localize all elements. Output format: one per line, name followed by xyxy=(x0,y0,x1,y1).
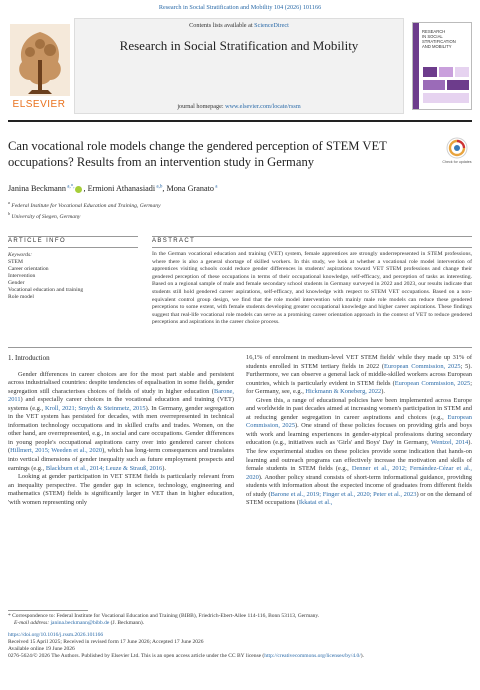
author-affiliation-marker[interactable]: a,b xyxy=(155,184,163,190)
abstract-end-rule xyxy=(8,347,472,348)
affiliation-item: $^a$ Federal Institute for Vocational Education and Training, Germany xyxy=(8,200,161,209)
keyword-item: Gender xyxy=(8,280,25,286)
paragraph-text: ). xyxy=(162,464,166,472)
journal-reference[interactable]: Research in Social Stratification and Mobility 104 (2026) 101166 xyxy=(158,4,322,11)
footnote-rule xyxy=(8,610,88,611)
paragraph-text: ), which has long-term consequences and translates into vertical dimensions of gender inequality such as future employment prospects and earnings (e.g., xyxy=(8,447,234,472)
citation-link[interactable]: Kroll, 2021; Smyth & Steinmetz, 2015 xyxy=(44,404,146,412)
intro-paragraph xyxy=(8,371,234,474)
paragraph-text: Given this, a range of educational policies have been implemented across Europe and worldwide in past decades aimed at increasing women's participation in STEM and at reducing gender segregation in career aspirations and choices (e.g., xyxy=(246,396,472,421)
cover-title: RESEARCH IN SOCIAL STRATIFICATION AND MOBILITY xyxy=(422,29,456,49)
intro-paragraph xyxy=(8,473,234,507)
paragraph-text: ) and especially career choices in the vocational education and training (VET) systems (e.g., xyxy=(8,396,234,412)
publisher-name: ELSEVIER xyxy=(12,99,66,110)
paragraph-text: Gender differences in career choices are for the most part stable and persistent across industrialised countries: despite tendencies of equalisation in some fields, gender segregation still characterises choices of fields of study in higher education ( xyxy=(8,370,234,395)
author-name: Mona Granato xyxy=(166,184,214,193)
paragraph-text: ) or on the demand of STEM occupations ( xyxy=(246,490,472,507)
check-for-updates-label[interactable]: Check for updates xyxy=(442,160,472,164)
paragraph-text: ; 5). Furthermore, we can observe a general lack of middle-skilled workers across European countries, which is particularly evident in STEM fields ( xyxy=(246,362,472,387)
citation-link[interactable]: Denner et al., 2012; Fernández-Cézar et al., 2020 xyxy=(246,465,472,481)
intro-paragraph xyxy=(246,397,472,508)
sciencedirect-link[interactable]: ScienceDirect xyxy=(254,22,289,29)
abstract-rule-bottom xyxy=(152,247,472,248)
abstract-rule-top xyxy=(152,236,472,237)
intro-right-column xyxy=(246,354,472,508)
paragraph-text: 16,1% of enrolment in medium-level VET STEM fields' while they made up 31% of students enrolled in STEM tertiary fields in 2022 ( xyxy=(246,354,472,370)
doi-link[interactable]: https://doi.org/10.1016/j.rssm.2026.101166 xyxy=(8,632,104,638)
journal-homepage-line xyxy=(74,103,404,110)
homepage-prefix: journal homepage: xyxy=(177,103,226,110)
author-list: Janina Beckmann $^{a,*,}$ , Ermioni Athanasiadi $^{a,b}$, Mona Granato $^a$ xyxy=(8,184,218,193)
email-line: E-mail address: janina.beckmann@bibb.de (J. Beckmann). xyxy=(14,620,145,626)
article-info-heading: ARTICLE INFO xyxy=(8,238,67,244)
author-name: Ermioni Athanasiadi xyxy=(87,184,156,193)
journal-cover-thumbnail xyxy=(412,22,472,110)
citation-link[interactable]: Barone, 2011 xyxy=(8,387,234,404)
journal-title: Research in Social Stratification and Mobility xyxy=(119,38,359,53)
intro-paragraph xyxy=(246,354,472,397)
citation-link[interactable]: Ikkatai et al., xyxy=(298,499,333,507)
contents-prefix: Contents lists available at xyxy=(189,22,255,29)
paragraph-text: ). One strand of these policies focuses on providing girls and boys with work and learning experiences in gender-atypical professions during secondary education (e.g., initiatives such as 'Girls' and Boys' Day' in Germany, xyxy=(246,422,473,447)
received-dates: Received 15 April 2025; Received in revised form 17 June 2026; Accepted 17 June 2026 xyxy=(8,639,204,645)
license-link[interactable]: http://creativecommons.org/licenses/by/4.0/ xyxy=(264,653,361,659)
affiliations xyxy=(8,199,468,222)
keywords-label: Keywords: xyxy=(8,252,33,258)
abstract-heading: ABSTRACT xyxy=(152,238,196,244)
citation-link[interactable]: European Commission, 2025 xyxy=(384,362,461,370)
intro-left-column xyxy=(8,354,234,507)
check-for-updates-icon[interactable] xyxy=(444,137,470,169)
citation-link[interactable]: Hillmert, 2015; Weeden et al., 2020 xyxy=(10,447,103,455)
keyword-item: Intervention xyxy=(8,273,36,279)
cover-graphic-icon xyxy=(423,67,469,103)
affiliation-item: $^b$ University of Siegen, Germany xyxy=(8,211,81,221)
abstract-text: In the German vocational education and training (VET) system, female apprentices are strongly underrepresented in STEM professions, where there is also a general shortage of skilled workers. In this study, we look at whether a vocational role model intervention of apprentices visiting schools could reduce gender differences in students' aspirations toward VET STEM professions and change their gendered perception of these occupations in terms of their occupational knowledge, self-efficacy, and perception of tasks as interesting. Based on a regional sample of male and female secondary school students in Germany surveyed in 2022 and 2023, our results indicate that students still hold gendered career aspirations, self-efficacy, and knowledge with respect to STEM VET occupations. Based on a non-equivalent control group design, we find that the role model intervention with mainly male role models can reduce these gendered perceptions to some extent, with female students developing greater occupational knowledge and higher career aspirations. These findings suggest that real-life vocational role models can serve as a promising career orientation approach in the context of VET to reduce gendered perceptions and aspirations in the career choice process. xyxy=(152,251,472,326)
paragraph-text: ; for Germany, see, e.g., xyxy=(246,379,472,396)
email-link[interactable]: janina.beckmann@bibb.de xyxy=(50,620,110,626)
article-footer xyxy=(8,613,472,660)
contents-line xyxy=(74,22,404,29)
paragraph-text: ). xyxy=(381,388,385,396)
citation-link[interactable]: Hickmann & Koneberg, 2022 xyxy=(305,388,382,396)
correspondence-note: * Correspondence to: Federal Institute for Vocational Education and Training (BIBB), Friedrich-Ebert-Allee 114-116, Bonn 53113, Germany. xyxy=(8,613,320,619)
citation-link[interactable]: Barone et al., 2019; Finger et al., 2020; Peter et al., 2023 xyxy=(270,490,417,498)
author-affiliation-marker[interactable]: a,*, xyxy=(65,184,75,190)
keyword-item: Role model xyxy=(8,294,34,300)
orcid-icon[interactable] xyxy=(75,186,82,193)
citation-link[interactable]: Blackburn et al., 2014; Leuze & Strauß, 2016 xyxy=(45,464,163,472)
available-online: Available online 19 June 2026 xyxy=(8,646,75,652)
keyword-item: STEM xyxy=(8,259,23,265)
keywords-list xyxy=(8,252,138,301)
citation-link[interactable]: European Commission, 2025 xyxy=(246,413,472,430)
paragraph-text: ). In Germany, gender segregation in the VET system has persisted for decades, with men overrepresented in technical information technology occupations and in skilled crafts and trades. Women, on the other hand, are overrepresented, e.g., in social and care occupations. Gender differences in young people's occupational aspirations carry over into gendered career choices ( xyxy=(8,404,235,455)
citation-link[interactable]: European Commission, 2025 xyxy=(394,379,471,387)
citation-link[interactable]: Wentzel, 2014 xyxy=(430,439,469,447)
paragraph-text: Looking at gender participation in VET STEM fields is particularly relevant from an inequality perspective. The gender gap in science, technology, engineering and mathematics (STEM) fields is significantly larger in VET than in higher education, 'with women representing only xyxy=(8,473,234,506)
section-heading-introduction: 1. Introduction xyxy=(8,354,50,362)
keyword-item: Career orientation xyxy=(8,266,49,272)
cover-stripe xyxy=(413,23,419,109)
info-rule-bottom xyxy=(8,247,138,248)
author-affiliation-marker[interactable]: a xyxy=(213,184,218,190)
author-name: Janina Beckmann xyxy=(8,184,66,193)
info-rule-top xyxy=(8,236,138,237)
header-rule xyxy=(8,120,472,122)
keyword-item: Vocational education and training xyxy=(8,287,84,293)
article-title: Can vocational role models change the gendered perception of STEM VET occupations? Results from an intervention study in Germany xyxy=(8,139,387,169)
homepage-link[interactable]: www.elsevier.com/locate/rssm xyxy=(225,103,301,110)
paragraph-text: ). The few experimental studies on these policies provide some indication that hands-on learning and outreach programs can effectively increase the motivation and skills of female students in STEM fields (e.g., xyxy=(246,439,472,473)
paragraph-text: ). Another policy strand consists of short-term informational guidance, providing students with information about the expected income of graduates from different fields of study ( xyxy=(246,473,472,498)
license-line: 0276-5624/© 2026 The Authors. Published by Elsevier Ltd. This is an open access article under the CC BY license (http://creativecommons.org/licenses/by/4.0/). xyxy=(8,653,364,659)
journal-header-band xyxy=(74,18,404,114)
